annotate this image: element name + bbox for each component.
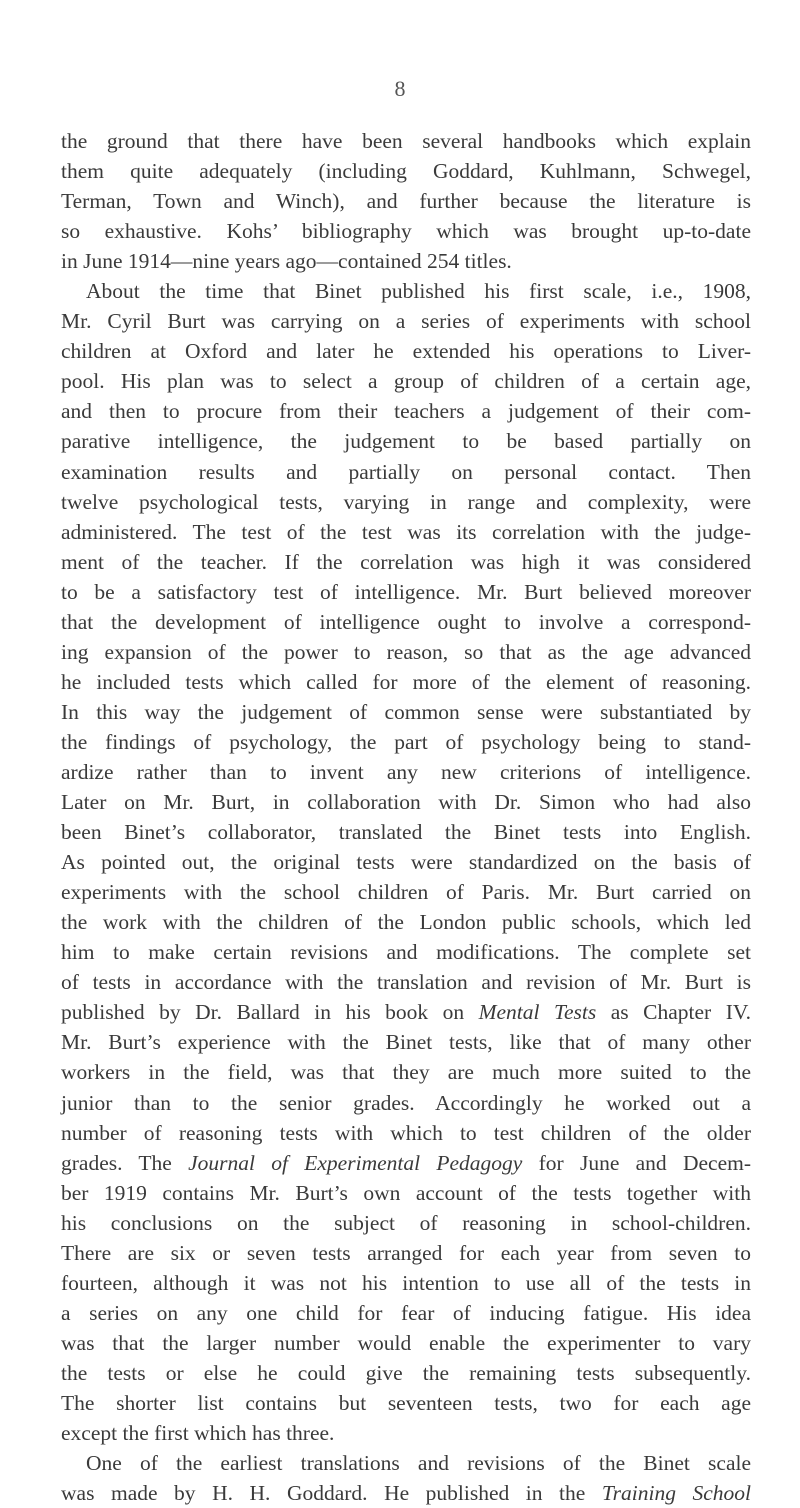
text-line: number of reasoning tests with which to test children of the older — [61, 1120, 751, 1145]
text-run: published by Dr. Ballard in his book on — [61, 1000, 479, 1025]
text-line: junior than to the senior grades. Accordingly he worked out a — [61, 1090, 751, 1115]
text-line: Mr. Cyril Burt was carrying on a series of experiments with school — [61, 309, 751, 334]
text-line: Later on Mr. Burt, in collaboration with Dr. Simon who had also — [61, 790, 751, 815]
text-run: as Chapter IV. — [596, 1000, 751, 1025]
publication-title: Training School — [601, 1481, 751, 1506]
text-line: the findings of psychology, the part of psychology being to stand- — [61, 729, 751, 754]
text-line: In this way the judgement of common sense were substantiated by — [61, 699, 751, 724]
text-line: There are six or seven tests arranged for each year from seven to — [61, 1240, 751, 1265]
text-line: been Binet’s collaborator, translated the Binet tests into English. — [61, 820, 751, 845]
text-line: was that the larger number would enable the experimenter to vary — [61, 1330, 751, 1355]
text-line: the tests or else he could give the remaining tests subsequently. — [61, 1360, 751, 1385]
page-number: 8 — [394, 76, 406, 101]
text-line: so exhaustive. Kohs’ bibliography which was brought up-to-date — [61, 219, 751, 244]
text-line: them quite adequately (including Goddard, Kuhlmann, Schwegel, — [61, 159, 751, 184]
text-line: ardize rather than to invent any new criterions of intelligence. — [61, 759, 751, 784]
text-line: pool. His plan was to select a group of children of a certain age, — [61, 369, 751, 394]
text-run: was made by H. H. Goddard. He published in the — [61, 1481, 602, 1506]
text-line: ing expansion of the power to reason, so that as the age advanced — [61, 639, 751, 664]
text-line: fourteen, although it was not his intention to use all of the tests in — [61, 1270, 751, 1295]
text-run: grades. The — [61, 1150, 189, 1175]
text-line: the ground that there have been several handbooks which explain — [61, 129, 751, 153]
text-line: Mr. Burt’s experience with the Binet tests, like that of many other — [61, 1030, 751, 1055]
book-title: Mental Tests — [478, 1000, 597, 1025]
text-line: his conclusions on the subject of reasoning in school-children. — [61, 1210, 751, 1235]
text-line: examination results and partially on personal contact. Then — [61, 459, 751, 484]
text-line: to be a satisfactory test of intelligence. Mr. Burt believed moreover — [61, 579, 751, 604]
text-line: The shorter list contains but seventeen tests, two for each age — [61, 1390, 751, 1415]
text-line: except the first which has three. — [61, 1421, 335, 1446]
text-line: parative intelligence, the judgement to be based partially on — [61, 429, 751, 454]
text-line: him to make certain revisions and modifications. The complete set — [61, 940, 751, 965]
text-line: As pointed out, the original tests were standardized on the basis of — [61, 850, 751, 875]
text-line — [61, 1478, 751, 1508]
text-line: he included tests which called for more of the element of reasoning. — [61, 669, 751, 694]
text-line: twelve psychological tests, varying in range and complexity, were — [61, 489, 751, 514]
text-line: administered. The test of the test was its correlation with the judge- — [61, 519, 751, 544]
text-line — [61, 997, 751, 1027]
text-line: that the development of intelligence ought to involve a correspond- — [61, 609, 751, 634]
text-line: and then to procure from their teachers a judgement of their com- — [61, 399, 751, 424]
text-run: for June and Decem- — [522, 1150, 751, 1175]
text-line: workers in the field, was that they are much more suited to the — [61, 1060, 751, 1085]
text-line: ber 1919 contains Mr. Burt’s own account of the tests together with — [61, 1180, 751, 1205]
text-line: About the time that Binet published his first scale, i.e., 1908, — [86, 279, 751, 304]
text-line: Terman, Town and Winch), and further because the literature is — [61, 189, 751, 214]
text-line: a series on any one child for fear of inducing fatigue. His idea — [61, 1300, 751, 1325]
text-line: ment of the teacher. If the correlation was high it was considered — [61, 549, 751, 574]
text-line: experiments with the school children of Paris. Mr. Burt carried on — [61, 880, 751, 905]
text-line — [61, 1148, 751, 1178]
text-line: in June 1914—nine years ago—contained 254 titles. — [61, 249, 512, 274]
journal-title: Journal of Experimental Pedagogy — [188, 1150, 523, 1175]
text-line: children at Oxford and later he extended his operations to Liver- — [61, 339, 751, 364]
text-line: One of the earliest translations and revisions of the Binet scale — [86, 1451, 751, 1476]
text-line: of tests in accordance with the translation and revision of Mr. Burt is — [61, 970, 751, 995]
body-text — [61, 126, 751, 1508]
text-line: the work with the children of the London public schools, which led — [61, 910, 751, 935]
